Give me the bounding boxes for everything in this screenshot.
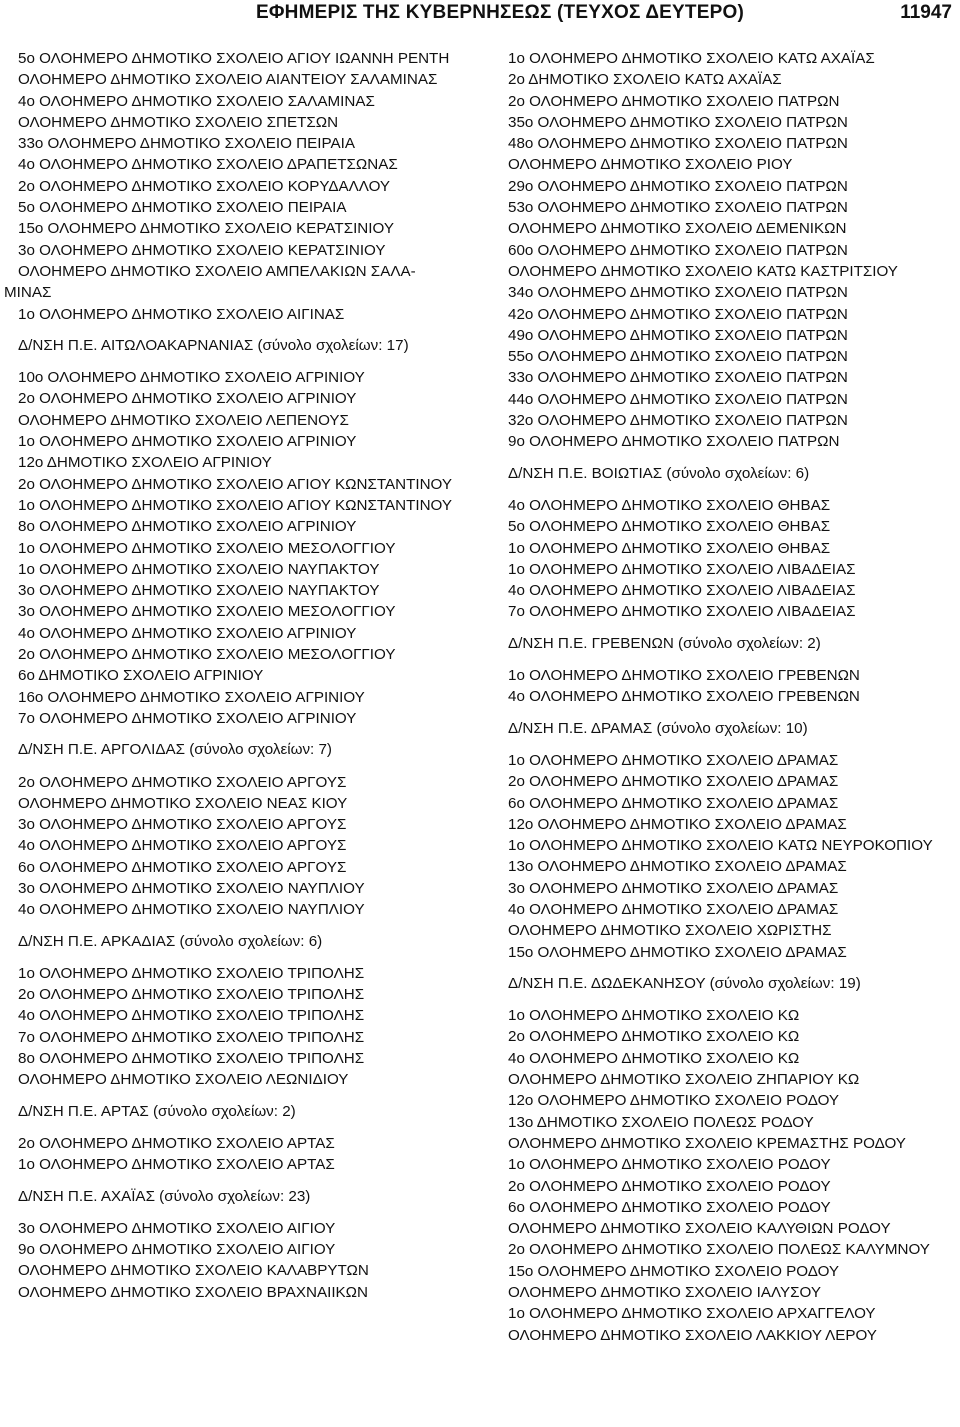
school-entry: 2ο ΟΛΟΗΜΕΡΟ ΔΗΜΟΤΙΚΟ ΣΧΟΛΕΙΟ ΚΟΡΥΔΑΛΛΟΥ [18, 177, 391, 195]
school-entry: ΟΛΟΗΜΕΡΟ ΔΗΜΟΤΙΚΟ ΣΧΟΛΕΙΟ ΑΙΑΝΤΕΙΟΥ ΣΑΛΑΜΙΝΑΣ [18, 71, 438, 89]
school-entry: 1ο ΟΛΟΗΜΕΡΟ ΔΗΜΟΤΙΚΟ ΣΧΟΛΕΙΟ ΑΓΙΟΥ ΚΩΝΣΤΑΝΤΙΝΟΥ [18, 496, 452, 514]
school-entry: 3ο ΟΛΟΗΜΕΡΟ ΔΗΜΟΤΙΚΟ ΣΧΟΛΕΙΟ ΑΙΓΙΟΥ [18, 1219, 336, 1237]
school-entry: 55ο ΟΛΟΗΜΕΡΟ ΔΗΜΟΤΙΚΟ ΣΧΟΛΕΙΟ ΠΑΤΡΩΝ [508, 348, 848, 366]
directorate-heading: Δ/ΝΣΗ Π.Ε. ΑΡΤΑΣ (σύνολο σχολείων: 2) [18, 1102, 296, 1120]
school-entry: 2ο ΟΛΟΗΜΕΡΟ ΔΗΜΟΤΙΚΟ ΣΧΟΛΕΙΟ ΑΓΙΟΥ ΚΩΝΣΤΑΝΤΙΝΟΥ [18, 475, 452, 493]
school-entry: 1ο ΟΛΟΗΜΕΡΟ ΔΗΜΟΤΙΚΟ ΣΧΟΛΕΙΟ ΚΩ [508, 1007, 800, 1025]
school-entry: ΟΛΟΗΜΕΡΟ ΔΗΜΟΤΙΚΟ ΣΧΟΛΕΙΟ ΣΠΕΤΣΩΝ [18, 113, 339, 131]
school-entry: 4ο ΟΛΟΗΜΕΡΟ ΔΗΜΟΤΙΚΟ ΣΧΟΛΕΙΟ ΔΡΑΠΕΤΣΩΝΑΣ [18, 156, 398, 174]
school-entry: ΜΙΝΑΣ [4, 284, 52, 302]
directorate-heading: Δ/ΝΣΗ Π.Ε. ΓΡΕΒΕΝΩΝ (σύνολο σχολείων: 2) [508, 634, 821, 652]
school-entry: ΟΛΟΗΜΕΡΟ ΔΗΜΟΤΙΚΟ ΣΧΟΛΕΙΟ ΒΡΑΧΝΑΙΙΚΩΝ [18, 1283, 368, 1301]
school-entry: 44ο ΟΛΟΗΜΕΡΟ ΔΗΜΟΤΙΚΟ ΣΧΟΛΕΙΟ ΠΑΤΡΩΝ [508, 390, 848, 408]
school-entry: ΟΛΟΗΜΕΡΟ ΔΗΜΟΤΙΚΟ ΣΧΟΛΕΙΟ ΡΙΟΥ [508, 156, 793, 174]
school-entry: ΟΛΟΗΜΕΡΟ ΔΗΜΟΤΙΚΟ ΣΧΟΛΕΙΟ ΚΑΛΥΘΙΩΝ ΡΟΔΟΥ [508, 1220, 891, 1238]
school-entry: 2ο ΟΛΟΗΜΕΡΟ ΔΗΜΟΤΙΚΟ ΣΧΟΛΕΙΟ ΠΟΛΕΩΣ ΚΑΛΥΜΝΟΥ [508, 1241, 930, 1259]
school-entry: 49ο ΟΛΟΗΜΕΡΟ ΔΗΜΟΤΙΚΟ ΣΧΟΛΕΙΟ ΠΑΤΡΩΝ [508, 326, 848, 344]
directorate-heading: Δ/ΝΣΗ Π.Ε. ΑΡΚΑΔΙΑΣ (σύνολο σχολείων: 6) [18, 932, 323, 950]
school-entry: 1ο ΟΛΟΗΜΕΡΟ ΔΗΜΟΤΙΚΟ ΣΧΟΛΕΙΟ ΚΑΤΩ ΑΧΑΪΑΣ [508, 50, 875, 67]
school-entry: 1ο ΟΛΟΗΜΕΡΟ ΔΗΜΟΤΙΚΟ ΣΧΟΛΕΙΟ ΡΟΔΟΥ [508, 1156, 831, 1174]
school-entry: 7ο ΟΛΟΗΜΕΡΟ ΔΗΜΟΤΙΚΟ ΣΧΟΛΕΙΟ ΛΙΒΑΔΕΙΑΣ [508, 603, 856, 621]
school-entry: 13ο ΟΛΟΗΜΕΡΟ ΔΗΜΟΤΙΚΟ ΣΧΟΛΕΙΟ ΔΡΑΜΑΣ [508, 858, 847, 876]
directorate-heading: Δ/ΝΣΗ Π.Ε. ΔΡΑΜΑΣ (σύνολο σχολείων: 10) [508, 719, 808, 737]
school-entry: 42ο ΟΛΟΗΜΕΡΟ ΔΗΜΟΤΙΚΟ ΣΧΟΛΕΙΟ ΠΑΤΡΩΝ [508, 305, 848, 323]
school-entry: 1ο ΟΛΟΗΜΕΡΟ ΔΗΜΟΤΙΚΟ ΣΧΟΛΕΙΟ ΛΙΒΑΔΕΙΑΣ [508, 560, 856, 578]
school-entry: 1ο ΟΛΟΗΜΕΡΟ ΔΗΜΟΤΙΚΟ ΣΧΟΛΕΙΟ ΑΡΧΑΓΓΕΛΟΥ [508, 1305, 876, 1323]
school-entry: 34ο ΟΛΟΗΜΕΡΟ ΔΗΜΟΤΙΚΟ ΣΧΟΛΕΙΟ ΠΑΤΡΩΝ [508, 284, 848, 302]
school-entry: 4ο ΟΛΟΗΜΕΡΟ ΔΗΜΟΤΙΚΟ ΣΧΟΛΕΙΟ ΔΡΑΜΑΣ [508, 900, 839, 918]
school-entry: 6ο ΟΛΟΗΜΕΡΟ ΔΗΜΟΤΙΚΟ ΣΧΟΛΕΙΟ ΔΡΑΜΑΣ [508, 794, 839, 812]
school-entry: 3ο ΟΛΟΗΜΕΡΟ ΔΗΜΟΤΙΚΟ ΣΧΟΛΕΙΟ ΚΕΡΑΤΣΙΝΙΟΥ [18, 241, 386, 259]
school-entry: 12ο ΟΛΟΗΜΕΡΟ ΔΗΜΟΤΙΚΟ ΣΧΟΛΕΙΟ ΔΡΑΜΑΣ [508, 815, 847, 833]
school-entry: 16ο ΟΛΟΗΜΕΡΟ ΔΗΜΟΤΙΚΟ ΣΧΟΛΕΙΟ ΑΓΡΙΝΙΟΥ [18, 688, 365, 706]
school-entry: 6ο ΟΛΟΗΜΕΡΟ ΔΗΜΟΤΙΚΟ ΣΧΟΛΕΙΟ ΑΡΓΟΥΣ [18, 858, 347, 876]
school-entry: ΟΛΟΗΜΕΡΟ ΔΗΜΟΤΙΚΟ ΣΧΟΛΕΙΟ ΛΕΠΕΝΟΥΣ [18, 411, 349, 429]
school-entry: 2ο ΟΛΟΗΜΕΡΟ ΔΗΜΟΤΙΚΟ ΣΧΟΛΕΙΟ ΤΡΙΠΟΛΗΣ [18, 986, 365, 1004]
school-entry: 7ο ΟΛΟΗΜΕΡΟ ΔΗΜΟΤΙΚΟ ΣΧΟΛΕΙΟ ΑΓΡΙΝΙΟΥ [18, 709, 357, 727]
school-entry: ΟΛΟΗΜΕΡΟ ΔΗΜΟΤΙΚΟ ΣΧΟΛΕΙΟ ΑΜΠΕΛΑΚΙΩΝ ΣΑΛΑ- [18, 262, 416, 280]
school-entry: 4ο ΟΛΟΗΜΕΡΟ ΔΗΜΟΤΙΚΟ ΣΧΟΛΕΙΟ ΛΙΒΑΔΕΙΑΣ [508, 582, 856, 600]
school-entry: 6ο ΔΗΜΟΤΙΚΟ ΣΧΟΛΕΙΟ ΑΓΡΙΝΙΟΥ [18, 667, 264, 685]
school-entry: ΟΛΟΗΜΕΡΟ ΔΗΜΟΤΙΚΟ ΣΧΟΛΕΙΟ ΚΡΕΜΑΣΤΗΣ ΡΟΔΟΥ [508, 1134, 906, 1152]
school-entry: 1ο ΟΛΟΗΜΕΡΟ ΔΗΜΟΤΙΚΟ ΣΧΟΛΕΙΟ ΘΗΒΑΣ [508, 539, 831, 557]
school-entry: 4ο ΟΛΟΗΜΕΡΟ ΔΗΜΟΤΙΚΟ ΣΧΟΛΕΙΟ ΑΓΡΙΝΙΟΥ [18, 624, 357, 642]
school-entry: 12ο ΔΗΜΟΤΙΚΟ ΣΧΟΛΕΙΟ ΑΓΡΙΝΙΟΥ [18, 454, 272, 472]
school-entry: 8ο ΟΛΟΗΜΕΡΟ ΔΗΜΟΤΙΚΟ ΣΧΟΛΕΙΟ ΑΓΡΙΝΙΟΥ [18, 518, 357, 536]
school-entry: 33ο ΟΛΟΗΜΕΡΟ ΔΗΜΟΤΙΚΟ ΣΧΟΛΕΙΟ ΠΕΙΡΑΙΑ [18, 135, 355, 153]
school-entry: 4ο ΟΛΟΗΜΕΡΟ ΔΗΜΟΤΙΚΟ ΣΧΟΛΕΙΟ ΣΑΛΑΜΙΝΑΣ [18, 92, 375, 110]
school-entry: 48ο ΟΛΟΗΜΕΡΟ ΔΗΜΟΤΙΚΟ ΣΧΟΛΕΙΟ ΠΑΤΡΩΝ [508, 135, 848, 153]
school-entry: 2ο ΟΛΟΗΜΕΡΟ ΔΗΜΟΤΙΚΟ ΣΧΟΛΕΙΟ ΚΩ [508, 1028, 800, 1046]
school-entry: 3ο ΟΛΟΗΜΕΡΟ ΔΗΜΟΤΙΚΟ ΣΧΟΛΕΙΟ ΔΡΑΜΑΣ [508, 879, 839, 897]
school-entry: 7ο ΟΛΟΗΜΕΡΟ ΔΗΜΟΤΙΚΟ ΣΧΟΛΕΙΟ ΤΡΙΠΟΛΗΣ [18, 1028, 365, 1046]
school-entry: 2ο ΟΛΟΗΜΕΡΟ ΔΗΜΟΤΙΚΟ ΣΧΟΛΕΙΟ ΑΓΡΙΝΙΟΥ [18, 390, 357, 408]
school-entry: 8ο ΟΛΟΗΜΕΡΟ ΔΗΜΟΤΙΚΟ ΣΧΟΛΕΙΟ ΤΡΙΠΟΛΗΣ [18, 1050, 365, 1068]
school-entry: 1ο ΟΛΟΗΜΕΡΟ ΔΗΜΟΤΙΚΟ ΣΧΟΛΕΙΟ ΑΡΤΑΣ [18, 1156, 335, 1174]
school-entry: 5ο ΟΛΟΗΜΕΡΟ ΔΗΜΟΤΙΚΟ ΣΧΟΛΕΙΟ ΘΗΒΑΣ [508, 518, 831, 536]
school-entry: 1ο ΟΛΟΗΜΕΡΟ ΔΗΜΟΤΙΚΟ ΣΧΟΛΕΙΟ ΑΙΓΙΝΑΣ [18, 305, 345, 323]
left-column [4, 48, 490, 1303]
school-entry: 33ο ΟΛΟΗΜΕΡΟ ΔΗΜΟΤΙΚΟ ΣΧΟΛΕΙΟ ΠΑΤΡΩΝ [508, 369, 848, 387]
school-entry: 35ο ΟΛΟΗΜΕΡΟ ΔΗΜΟΤΙΚΟ ΣΧΟΛΕΙΟ ΠΑΤΡΩΝ [508, 113, 848, 131]
school-entry: 3ο ΟΛΟΗΜΕΡΟ ΔΗΜΟΤΙΚΟ ΣΧΟΛΕΙΟ ΝΑΥΠΛΙΟΥ [18, 879, 365, 897]
school-entry: 1ο ΟΛΟΗΜΕΡΟ ΔΗΜΟΤΙΚΟ ΣΧΟΛΕΙΟ ΑΓΡΙΝΙΟΥ [18, 433, 357, 451]
school-entry: 3ο ΟΛΟΗΜΕΡΟ ΔΗΜΟΤΙΚΟ ΣΧΟΛΕΙΟ ΑΡΓΟΥΣ [18, 816, 347, 834]
school-entry: 53ο ΟΛΟΗΜΕΡΟ ΔΗΜΟΤΙΚΟ ΣΧΟΛΕΙΟ ΠΑΤΡΩΝ [508, 199, 848, 217]
school-entry: 13ο ΔΗΜΟΤΙΚΟ ΣΧΟΛΕΙΟ ΠΟΛΕΩΣ ΡΟΔΟΥ [508, 1113, 814, 1131]
school-entry: 6ο ΟΛΟΗΜΕΡΟ ΔΗΜΟΤΙΚΟ ΣΧΟΛΕΙΟ ΡΟΔΟΥ [508, 1198, 831, 1216]
school-entry: ΟΛΟΗΜΕΡΟ ΔΗΜΟΤΙΚΟ ΣΧΟΛΕΙΟ ΖΗΠΑΡΙΟΥ ΚΩ [508, 1071, 860, 1089]
school-entry: 1ο ΟΛΟΗΜΕΡΟ ΔΗΜΟΤΙΚΟ ΣΧΟΛΕΙΟ ΤΡΙΠΟΛΗΣ [18, 964, 365, 982]
school-entry: 2ο ΟΛΟΗΜΕΡΟ ΔΗΜΟΤΙΚΟ ΣΧΟΛΕΙΟ ΜΕΣΟΛΟΓΓΙΟΥ [18, 646, 396, 664]
school-entry: 2ο ΟΛΟΗΜΕΡΟ ΔΗΜΟΤΙΚΟ ΣΧΟΛΕΙΟ ΡΟΔΟΥ [508, 1177, 831, 1195]
school-entry: 5ο ΟΛΟΗΜΕΡΟ ΔΗΜΟΤΙΚΟ ΣΧΟΛΕΙΟ ΠΕΙΡΑΙΑ [18, 199, 347, 217]
school-entry: 3ο ΟΛΟΗΜΕΡΟ ΔΗΜΟΤΙΚΟ ΣΧΟΛΕΙΟ ΜΕΣΟΛΟΓΓΙΟΥ [18, 603, 396, 621]
school-entry: 5ο ΟΛΟΗΜΕΡΟ ΔΗΜΟΤΙΚΟ ΣΧΟΛΕΙΟ ΑΓΙΟΥ ΙΩΑΝΝΗ ΡΕΝΤΗ [18, 50, 450, 67]
directorate-heading: Δ/ΝΣΗ Π.Ε. ΑΙΤΩΛΟΑΚΑΡΝΑΝΙΑΣ (σύνολο σχολείων: 17) [18, 336, 409, 354]
school-entry: 9ο ΟΛΟΗΜΕΡΟ ΔΗΜΟΤΙΚΟ ΣΧΟΛΕΙΟ ΑΙΓΙΟΥ [18, 1241, 336, 1259]
school-entry: ΟΛΟΗΜΕΡΟ ΔΗΜΟΤΙΚΟ ΣΧΟΛΕΙΟ ΧΩΡΙΣΤΗΣ [508, 922, 832, 940]
gazette-title: ΕΦΗΜΕΡΙΣ ΤΗΣ ΚΥΒΕΡΝΗΣΕΩΣ (ΤΕΥΧΟΣ ΔΕΥΤΕΡΟ) [256, 2, 744, 23]
school-entry: ΟΛΟΗΜΕΡΟ ΔΗΜΟΤΙΚΟ ΣΧΟΛΕΙΟ ΛΑΚΚΙΟΥ ΛΕΡΟΥ [508, 1326, 877, 1344]
school-entry: 2ο ΟΛΟΗΜΕΡΟ ΔΗΜΟΤΙΚΟ ΣΧΟΛΕΙΟ ΔΡΑΜΑΣ [508, 773, 839, 791]
school-entry: 12ο ΟΛΟΗΜΕΡΟ ΔΗΜΟΤΙΚΟ ΣΧΟΛΕΙΟ ΡΟΔΟΥ [508, 1092, 840, 1110]
school-entry: 15ο ΟΛΟΗΜΕΡΟ ΔΗΜΟΤΙΚΟ ΣΧΟΛΕΙΟ ΚΕΡΑΤΣΙΝΙΟΥ [18, 220, 394, 238]
school-entry: 15ο ΟΛΟΗΜΕΡΟ ΔΗΜΟΤΙΚΟ ΣΧΟΛΕΙΟ ΔΡΑΜΑΣ [508, 943, 847, 961]
directorate-heading: Δ/ΝΣΗ Π.Ε. ΔΩΔΕΚΑΝΗΣΟΥ (σύνολο σχολείων: 19) [508, 974, 861, 992]
school-entry: 60ο ΟΛΟΗΜΕΡΟ ΔΗΜΟΤΙΚΟ ΣΧΟΛΕΙΟ ΠΑΤΡΩΝ [508, 241, 848, 259]
school-entry: 29ο ΟΛΟΗΜΕΡΟ ΔΗΜΟΤΙΚΟ ΣΧΟΛΕΙΟ ΠΑΤΡΩΝ [508, 177, 848, 195]
school-entry: ΟΛΟΗΜΕΡΟ ΔΗΜΟΤΙΚΟ ΣΧΟΛΕΙΟ ΙΑΛΥΣΟΥ [508, 1284, 821, 1302]
school-entry: 1ο ΟΛΟΗΜΕΡΟ ΔΗΜΟΤΙΚΟ ΣΧΟΛΕΙΟ ΜΕΣΟΛΟΓΓΙΟΥ [18, 539, 396, 557]
directorate-heading: Δ/ΝΣΗ Π.Ε. ΒΟΙΩΤΙΑΣ (σύνολο σχολείων: 6) [508, 464, 810, 482]
school-entry: 4ο ΟΛΟΗΜΕΡΟ ΔΗΜΟΤΙΚΟ ΣΧΟΛΕΙΟ ΘΗΒΑΣ [508, 496, 831, 514]
school-entry: 9ο ΟΛΟΗΜΕΡΟ ΔΗΜΟΤΙΚΟ ΣΧΟΛΕΙΟ ΠΑΤΡΩΝ [508, 433, 840, 451]
page-header [0, 0, 960, 30]
school-entry: ΟΛΟΗΜΕΡΟ ΔΗΜΟΤΙΚΟ ΣΧΟΛΕΙΟ ΝΕΑΣ ΚΙΟΥ [18, 794, 348, 812]
school-entry: 1ο ΟΛΟΗΜΕΡΟ ΔΗΜΟΤΙΚΟ ΣΧΟΛΕΙΟ ΚΑΤΩ ΝΕΥΡΟΚΟΠΙΟΥ [508, 837, 933, 855]
school-entry: 4ο ΟΛΟΗΜΕΡΟ ΔΗΜΟΤΙΚΟ ΣΧΟΛΕΙΟ ΚΩ [508, 1049, 800, 1067]
school-entry: 4ο ΟΛΟΗΜΕΡΟ ΔΗΜΟΤΙΚΟ ΣΧΟΛΕΙΟ ΤΡΙΠΟΛΗΣ [18, 1007, 365, 1025]
school-entry: 2ο ΟΛΟΗΜΕΡΟ ΔΗΜΟΤΙΚΟ ΣΧΟΛΕΙΟ ΠΑΤΡΩΝ [508, 92, 840, 110]
school-entry: 32ο ΟΛΟΗΜΕΡΟ ΔΗΜΟΤΙΚΟ ΣΧΟΛΕΙΟ ΠΑΤΡΩΝ [508, 412, 848, 430]
school-entry: 2ο ΟΛΟΗΜΕΡΟ ΔΗΜΟΤΙΚΟ ΣΧΟΛΕΙΟ ΑΡΤΑΣ [18, 1134, 335, 1152]
school-entry: 2ο ΔΗΜΟΤΙΚΟ ΣΧΟΛΕΙΟ ΚΑΤΩ ΑΧΑΪΑΣ [508, 71, 782, 89]
school-entry: 2ο ΟΛΟΗΜΕΡΟ ΔΗΜΟΤΙΚΟ ΣΧΟΛΕΙΟ ΑΡΓΟΥΣ [18, 773, 347, 791]
school-entry: 15ο ΟΛΟΗΜΕΡΟ ΔΗΜΟΤΙΚΟ ΣΧΟΛΕΙΟ ΡΟΔΟΥ [508, 1262, 840, 1280]
directorate-heading: Δ/ΝΣΗ Π.Ε. ΑΡΓΟΛΙΔΑΣ (σύνολο σχολείων: 7) [18, 741, 332, 759]
school-entry: 1ο ΟΛΟΗΜΕΡΟ ΔΗΜΟΤΙΚΟ ΣΧΟΛΕΙΟ ΓΡΕΒΕΝΩΝ [508, 667, 860, 685]
school-entry: ΟΛΟΗΜΕΡΟ ΔΗΜΟΤΙΚΟ ΣΧΟΛΕΙΟ ΛΕΩΝΙΔΙΟΥ [18, 1071, 349, 1089]
school-entry: 1ο ΟΛΟΗΜΕΡΟ ΔΗΜΟΤΙΚΟ ΣΧΟΛΕΙΟ ΝΑΥΠΑΚΤΟΥ [18, 560, 380, 578]
directorate-heading: Δ/ΝΣΗ Π.Ε. ΑΧΑΪΑΣ (σύνολο σχολείων: 23) [18, 1187, 311, 1205]
school-entry: 4ο ΟΛΟΗΜΕΡΟ ΔΗΜΟΤΙΚΟ ΣΧΟΛΕΙΟ ΝΑΥΠΛΙΟΥ [18, 901, 365, 919]
school-entry: 4ο ΟΛΟΗΜΕΡΟ ΔΗΜΟΤΙΚΟ ΣΧΟΛΕΙΟ ΑΡΓΟΥΣ [18, 837, 347, 855]
school-entry: 4ο ΟΛΟΗΜΕΡΟ ΔΗΜΟΤΙΚΟ ΣΧΟΛΕΙΟ ΓΡΕΒΕΝΩΝ [508, 688, 860, 706]
school-entry: ΟΛΟΗΜΕΡΟ ΔΗΜΟΤΙΚΟ ΣΧΟΛΕΙΟ ΔΕΜΕΝΙΚΩΝ [508, 220, 847, 238]
school-entry: ΟΛΟΗΜΕΡΟ ΔΗΜΟΤΙΚΟ ΣΧΟΛΕΙΟ ΚΑΛΑΒΡΥΤΩΝ [18, 1262, 369, 1280]
page-number: 11947 [900, 2, 952, 23]
school-entry: 10ο ΟΛΟΗΜΕΡΟ ΔΗΜΟΤΙΚΟ ΣΧΟΛΕΙΟ ΑΓΡΙΝΙΟΥ [18, 369, 365, 387]
school-entry: ΟΛΟΗΜΕΡΟ ΔΗΜΟΤΙΚΟ ΣΧΟΛΕΙΟ ΚΑΤΩ ΚΑΣΤΡΙΤΣΙΟΥ [508, 262, 898, 280]
right-column [508, 48, 958, 1346]
school-entry: 1ο ΟΛΟΗΜΕΡΟ ΔΗΜΟΤΙΚΟ ΣΧΟΛΕΙΟ ΔΡΑΜΑΣ [508, 751, 839, 769]
school-entry: 3ο ΟΛΟΗΜΕΡΟ ΔΗΜΟΤΙΚΟ ΣΧΟΛΕΙΟ ΝΑΥΠΑΚΤΟΥ [18, 582, 380, 600]
